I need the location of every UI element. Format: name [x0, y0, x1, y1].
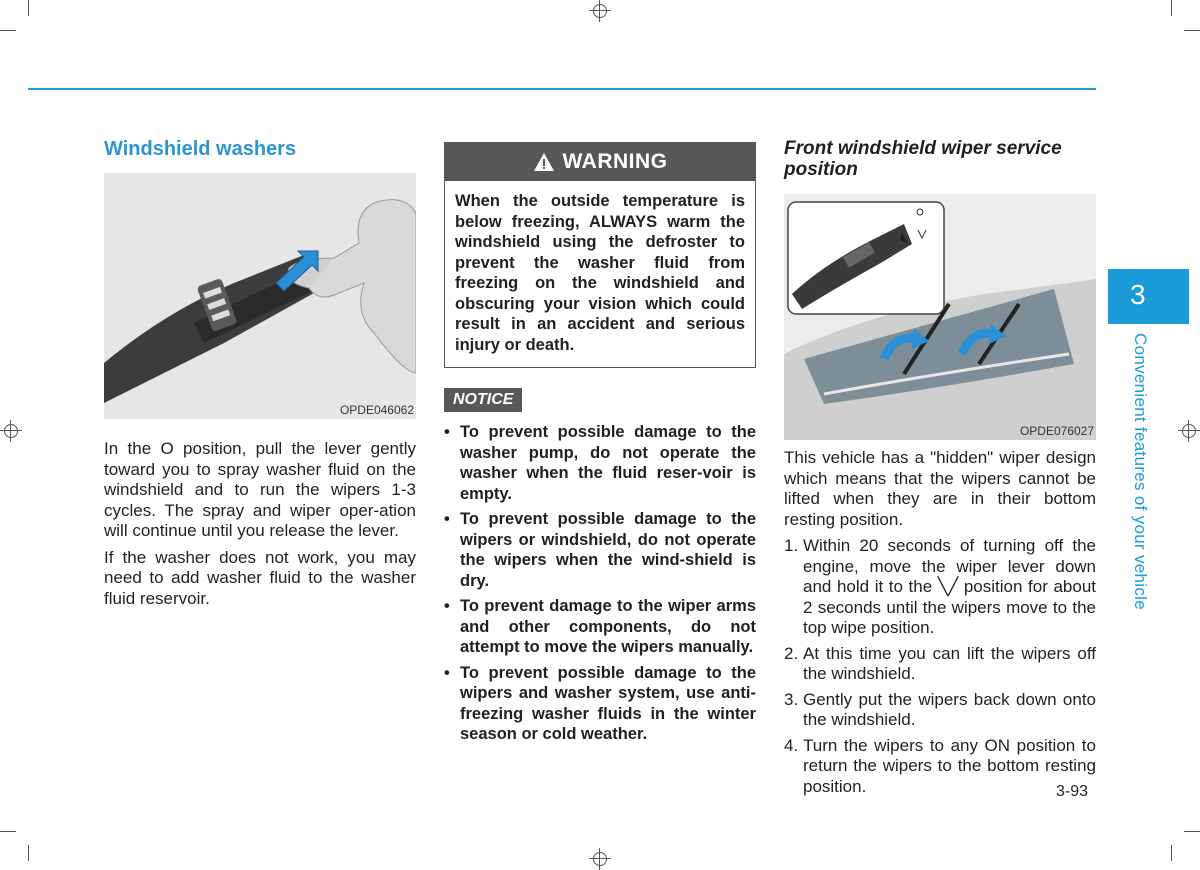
- warning-box: [444, 142, 756, 368]
- crop-mark: [0, 831, 16, 832]
- step-item: 2. At this time you can lift the wipers off the windshield.: [784, 643, 1096, 683]
- step-item: 1. Within 20 seconds of turning off the engine, move the wiper lever down and hold it to the ╲╱ position for about 2 seconds until the wipers move to the top wipe position.: [784, 536, 1096, 637]
- body-paragraph: In the O position, pull the lever gently toward you to spray washer fluid on the windshield and to run the wipers 1-3 cycles. The spray and wiper oper-ation will continue until you release the lever.: [104, 439, 416, 540]
- registration-mark: [1178, 420, 1200, 442]
- warning-title: WARNING: [562, 150, 668, 173]
- crop-mark: [1171, 845, 1172, 861]
- warning-text: When the outside temperature is below freezing, ALWAYS warm the windshield using the defroster to prevent the washer fluid from freezing on the windshield and obscuring your vision which could result in an accident and serious injury or death.: [455, 192, 745, 354]
- registration-mark: [589, 0, 611, 22]
- header-rule: [28, 88, 1096, 90]
- crop-mark: [0, 30, 16, 31]
- figure-code: OPDE046062: [339, 403, 414, 417]
- crop-mark: [1171, 0, 1172, 16]
- service-steps: [784, 536, 1096, 797]
- section-heading: Windshield washers: [104, 138, 297, 160]
- crop-mark: [1184, 30, 1200, 31]
- body-paragraph: If the washer does not work, you may need to add washer fluid to the washer fluid reservoir.: [104, 547, 416, 608]
- notice-item: • To prevent possible damage to the washer pump, do not operate the washer when the fluid reser-voir is empty.: [444, 422, 756, 504]
- middle-column: [444, 142, 756, 750]
- crop-mark: [28, 845, 29, 861]
- car-windshield-drawing: [784, 194, 1096, 440]
- registration-mark: [589, 848, 611, 870]
- wiper-lever-illustration: [104, 173, 416, 419]
- chapter-number: 3: [1130, 279, 1146, 310]
- wiper-service-illustration: [784, 194, 1096, 440]
- step-item: 4. Turn the wipers to any ON position to return the wipers to the bottom resting position.: [784, 735, 1096, 796]
- crop-mark: [28, 0, 29, 16]
- left-column: [104, 138, 416, 609]
- registration-mark: [0, 420, 22, 442]
- notice-list: [444, 422, 756, 745]
- page-number: 3-93: [1056, 783, 1089, 800]
- warning-triangle-icon: [533, 152, 555, 172]
- notice-badge: NOTICE: [444, 388, 522, 412]
- step-item: 3. Gently put the wipers back down onto the windshield.: [784, 689, 1096, 729]
- lever-hand-drawing: [104, 173, 416, 419]
- warning-header: [445, 143, 755, 181]
- notice-item: • To prevent possible damage to the wipers and washer system, use anti-freezing washer fluids in the winter season or cold weather.: [444, 663, 756, 745]
- section-heading: Front windshield wiper service position: [784, 138, 1062, 180]
- notice-item: • To prevent damage to the wiper arms and other components, do not attempt to move the wipers manually.: [444, 596, 756, 658]
- figure-code: OPDE076027: [1019, 424, 1094, 438]
- chapter-tab: [1108, 269, 1189, 324]
- chapter-title: Convenient features of your vehicle: [1131, 333, 1150, 610]
- crop-mark: [1184, 831, 1200, 832]
- body-paragraph: This vehicle has a "hidden" wiper design which means that the wipers cannot be lifted when they are in their bottom resting position.: [784, 448, 1096, 529]
- right-column: [784, 138, 1096, 802]
- notice-item: • To prevent possible damage to the wipers or windshield, do not operate the wipers when the wind-shield is dry.: [444, 509, 756, 591]
